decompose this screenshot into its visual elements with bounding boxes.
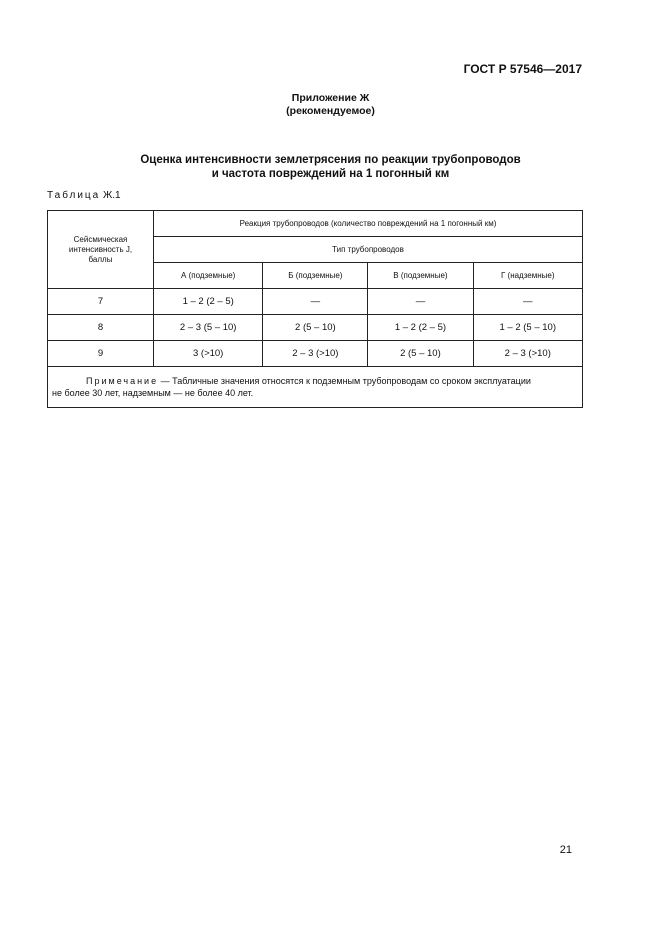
header-intensity (48, 211, 154, 289)
table-cell: 2 (5 – 10) (368, 341, 473, 367)
table-caption-number: Ж.1 (103, 190, 121, 201)
table-caption-word: Таблица (47, 190, 101, 201)
header-intensity-line1: Сейсмическая (73, 234, 128, 244)
table-cell: 7 (48, 289, 154, 315)
header-reaction: Реакция трубопроводов (количество повреждений на 1 погонный км) (154, 211, 583, 237)
page-number: 21 (559, 844, 572, 856)
annex-heading (0, 92, 661, 118)
table-caption (47, 190, 121, 201)
header-pipeline-type: Тип трубопроводов (154, 237, 583, 263)
table-row (48, 289, 583, 315)
intensity-table (47, 210, 583, 408)
header-intensity-line3: баллы (88, 254, 113, 264)
table-cell: 9 (48, 341, 154, 367)
table-cell: — (263, 289, 368, 315)
table-cell: 2 (5 – 10) (263, 315, 368, 341)
table-note-line1 (52, 375, 578, 387)
table-note-row (48, 367, 583, 408)
table-cell: 1 – 2 (2 – 5) (154, 289, 263, 315)
note-label: Примечание (86, 376, 159, 386)
note-text-2: не более 30 лет, надземным — не более 40 лет. (52, 388, 254, 398)
table-cell: 1 – 2 (2 – 5) (368, 315, 473, 341)
header-type-a: А (подземные) (154, 263, 263, 289)
annex-status: (рекомендуемое) (286, 105, 375, 117)
table-cell: 1 – 2 (5 – 10) (473, 315, 582, 341)
table-cell: 2 – 3 (>10) (473, 341, 582, 367)
table-cell: 2 – 3 (>10) (263, 341, 368, 367)
table-cell: — (473, 289, 582, 315)
table-cell: — (368, 289, 473, 315)
table-cell: 8 (48, 315, 154, 341)
header-type-b: Б (подземные) (263, 263, 368, 289)
document-code: ГОСТ Р 57546—2017 (463, 62, 582, 76)
section-title (0, 153, 661, 181)
table-header-row (48, 211, 583, 237)
header-type-v: В (подземные) (368, 263, 473, 289)
header-type-g: Г (надземные) (473, 263, 582, 289)
note-text-1: — Табличные значения относятся к подземным трубопроводам со сроком эксплуатации (158, 376, 531, 386)
table-row (48, 341, 583, 367)
table-row (48, 315, 583, 341)
table-note (48, 367, 583, 408)
header-intensity-line2: интенсивность J, (68, 244, 133, 254)
table-cell: 2 – 3 (5 – 10) (154, 315, 263, 341)
section-title-line2: и частота повреждений на 1 погонный км (211, 168, 450, 180)
annex-title: Приложение Ж (291, 92, 370, 104)
section-title-line1: Оценка интенсивности землетрясения по реакции трубопроводов (140, 154, 521, 166)
table-cell: 3 (>10) (154, 341, 263, 367)
